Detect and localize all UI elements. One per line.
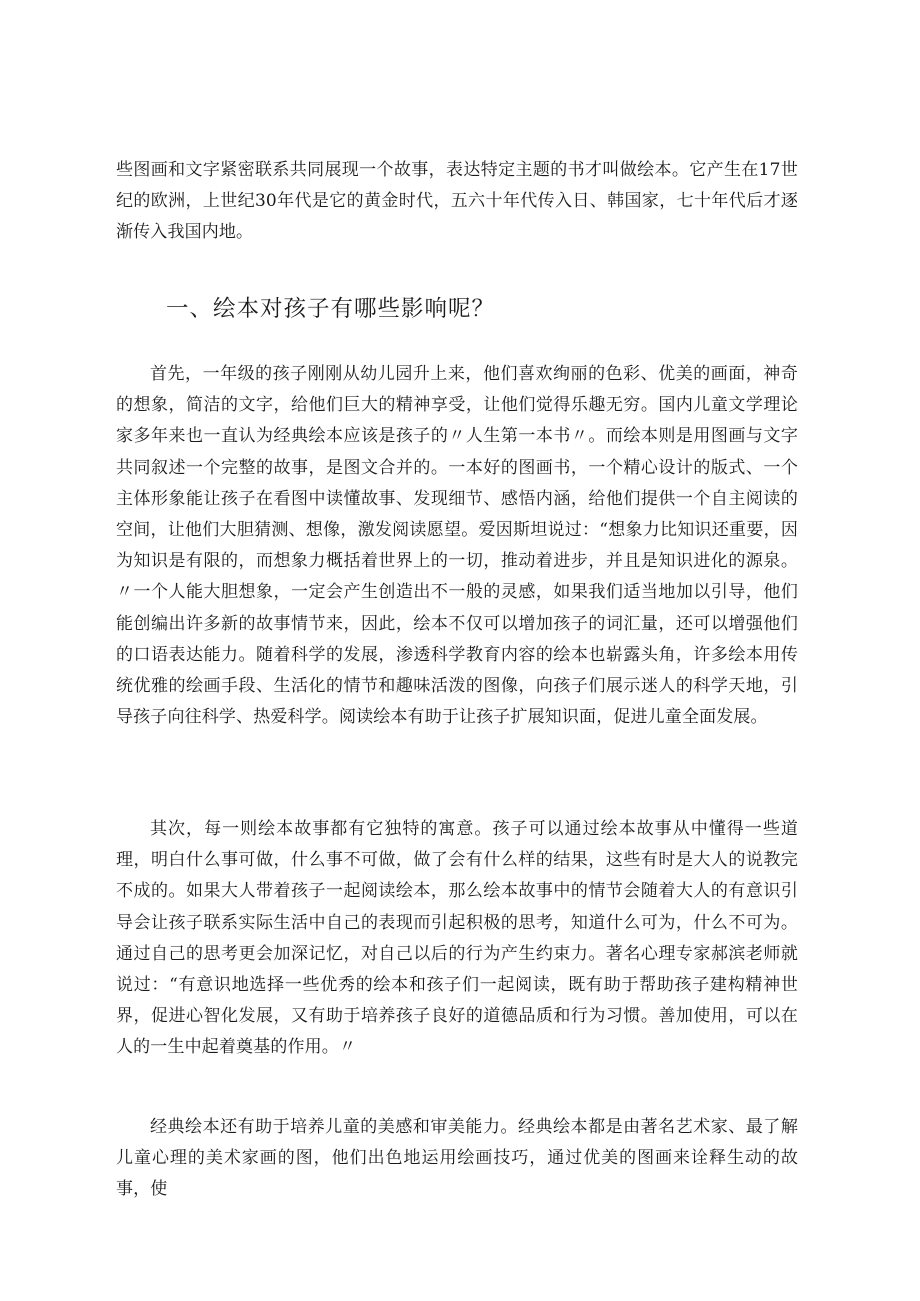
body-paragraph-1: 首先，一年级的孩子刚刚从幼儿园升上来，他们喜欢绚丽的色彩、优美的画面，神奇的想象，简洁的文字，给他们巨大的精神享受，让他们觉得乐趣无穷。国内儿童文学理论家多年来也一直认为经典绘本应该是孩子的〃人生第一本书〃。而绘本则是用图画与文字共同叙述一个完整的故事，是图文合并的。一本好的图画书，一个精心设计的版式、一个主体形象能让孩子在看图中读懂故事、发现细节、感悟内涵，给他们提供一个自主阅读的空间，让他们大胆猜测、想像，激发阅读愿望。爱因斯坦说过：“想象力比知识还重要，因为知识是有限的，而想象力概括着世界上的一切，推动着进步，并且是知识进化的源泉。〃一个人能大胆想象，一定会产生创造出不一般的灵感，如果我们适当地加以引导，他们能创编出许多新的故事情节来，因此，绘本不仅可以增加孩子的词汇量，还可以增强他们的口语表达能力。随着科学的发展，渗透科学教育内容的绘本也崭露头角，许多绘本用传统优雅的绘画手段、生活化的情节和趣味活泼的图像，向孩子们展示迷人的科学天地，引导孩子向往科学、热爱科学。阅读绘本有助于让孩子扩展知识面，促进儿童全面发展。 [116,364,798,728]
body-paragraph-3: 经典绘本还有助于培养儿童的美感和审美能力。经典绘本都是由著名艺术家、最了解儿童心理的美术家画的图，他们出色地运用绘画技巧，通过优美的图画来诠释生动的故事，使 [116,1117,798,1200]
section-heading: 一、绘本对孩子有哪些影响呢？ [166,296,496,322]
body-paragraph-2: 其次，每一则绘本故事都有它独特的寓意。孩子可以通过绘本故事从中懂得一些道理，明白什么事可做，什么事不可做，做了会有什么样的结果，这些有时是大人的说教完不成的。如果大人带着孩子一起阅读绘本，那么绘本故事中的情节会随着大人的有意识引导会让孩子联系实际生活中自己的表现而引起积极的思考，知道什么可为，什么不可为。通过自己的思考更会加深记忆，对自己以后的行为产生约束力。著名心理专家郝滨老师就说过：“有意识地选择一些优秀的绘本和孩子们一起阅读，既有助于帮助孩子建构精神世界，促进心智化发展，又有助于培养孩子良好的道德品质和行为习惯。善加使用，可以在人的一生中起着奠基的作用。〃 [116,819,798,1058]
intro-paragraph: 些图画和文字紧密联系共同展现一个故事，表达特定主题的书才叫做绘本。它产生在17世纪的欧洲，上世纪30年代是它的黄金时代，五六十年代传入日、韩国家，七十年代后才逐渐传入我国内地。 [116,160,798,243]
